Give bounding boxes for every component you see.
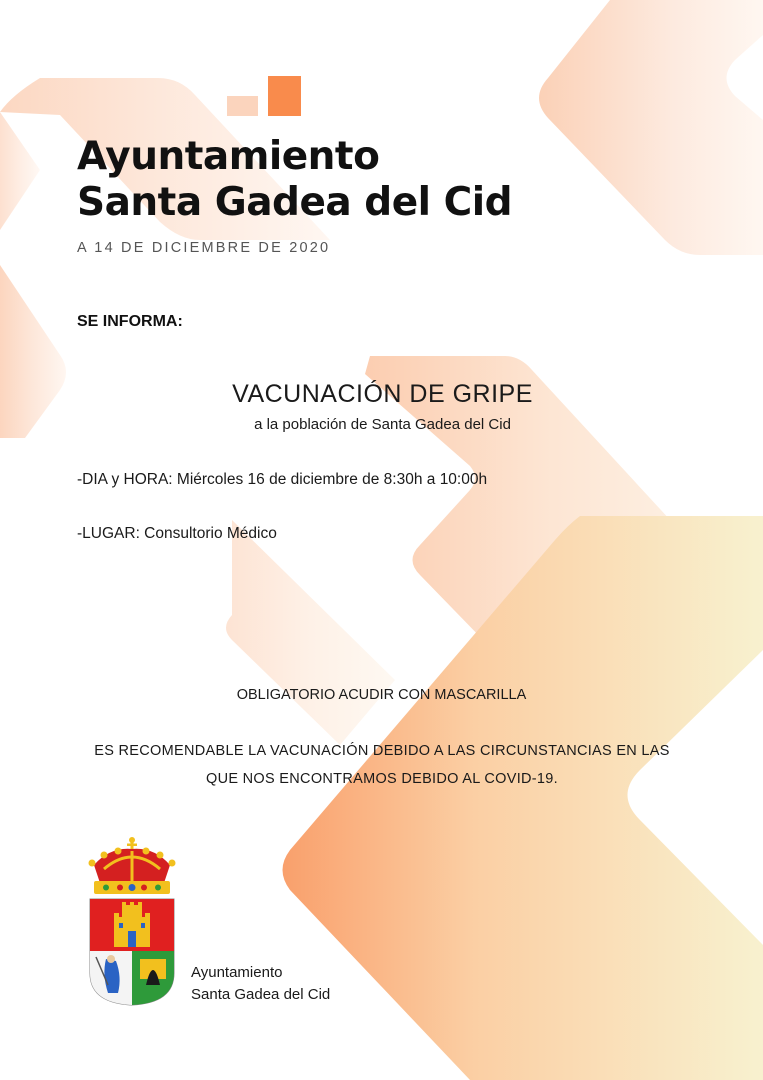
event-subtitle xyxy=(0,416,763,433)
footer-line-2: Santa Gadea del Cid xyxy=(191,986,331,1003)
decorative-square-dark xyxy=(268,76,301,116)
event-title xyxy=(0,380,763,409)
footer-signature xyxy=(191,962,330,1006)
detail-date-time: -DIA y HORA: Miércoles 16 de diciembre de 8:30h a 10:00h xyxy=(77,471,488,488)
shield-icon xyxy=(90,899,174,1005)
decorative-square-light xyxy=(227,96,258,116)
title-line-2: Santa Gadea del Cid xyxy=(77,180,513,225)
document-date: A 14 DE DICIEMBRE DE 2020 xyxy=(77,240,331,256)
event-subtitle-text: a la población de Santa Gadea del Cid xyxy=(254,416,511,433)
recommendation-notice: ES RECOMENDABLE LA VACUNACIÓN DEBIDO A LAS CIRCUNSTANCIAS EN LAS QUE NOS ENCONTRAMOS DEBIDO AL COVID-19. xyxy=(94,743,670,787)
crown-icon xyxy=(89,837,176,894)
detail-location: -LUGAR: Consultorio Médico xyxy=(77,525,277,542)
title-line-1: Ayuntamiento xyxy=(77,134,380,179)
informa-heading: SE INFORMA: xyxy=(77,313,183,330)
mask-notice: OBLIGATORIO ACUDIR CON MASCARILLA xyxy=(236,687,527,703)
page-title xyxy=(77,134,512,226)
event-title-text: VACUNACIÓN DE GRIPE xyxy=(232,380,533,408)
footer-line-1: Ayuntamiento xyxy=(191,964,283,981)
municipal-coat-of-arms-icon xyxy=(82,835,182,1007)
